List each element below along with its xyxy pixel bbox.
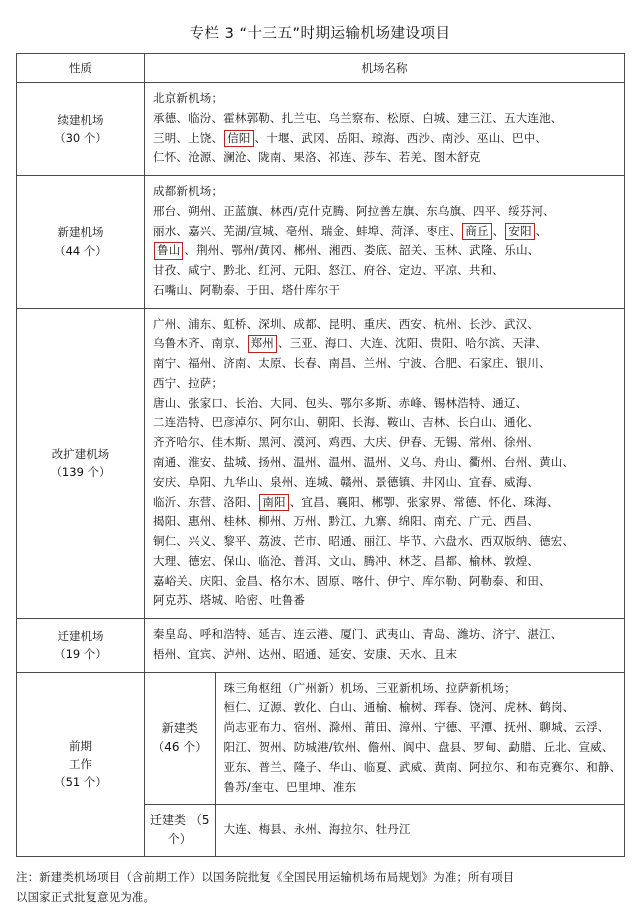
text-line [153, 532, 616, 552]
category-label: 续建机场 [57, 112, 104, 127]
table-header-row [17, 54, 625, 83]
text-seg: 、 [492, 223, 505, 238]
text-seg: 嘉峪关、庆阳、金昌、格尔木、固原、喀什、伊宁、库尔勒、阿勒泰、和田、 [153, 573, 551, 588]
text-line [153, 591, 616, 611]
highlight-box: 安阳 [505, 223, 534, 240]
text-seg: 鲁苏/奎屯、巴里坤、准东 [223, 779, 357, 794]
text-line [224, 820, 617, 840]
text-seg: 亚东、普兰、隆子、华山、临夏、武威、黄南、阿拉尔、和布克赛尔、和静、 [223, 759, 622, 774]
text-seg: 唐山、张家口、长治、大同、包头、鄂尔多斯、赤峰、锡林浩特、通辽、 [153, 395, 528, 410]
category-count: （30 个） [54, 131, 107, 146]
highlight-box: 鲁山 [154, 242, 183, 259]
text-seg: 揭阳、惠州、桂林、柳州、万州、黔江、九寨、绵阳、南充、广元、西昌、 [153, 514, 540, 529]
category-count: （44 个） [54, 243, 107, 258]
table-row [17, 83, 625, 176]
text-line [153, 473, 616, 493]
row-content-preparatory [145, 672, 625, 856]
table-row [17, 672, 625, 856]
category-label: 改扩建机场 [51, 447, 110, 461]
text-line [224, 738, 617, 758]
footnote-line: 以国家正式批复意见为准。 [16, 890, 156, 905]
text-seg: 广州、浦东、虹桥、深圳、成都、昆明、重庆、西安、杭州、长沙、武汉、 [153, 316, 540, 331]
text-seg: 石嘴山、阿勒泰、于田、塔什库尔干 [153, 282, 341, 297]
text-seg: 、三亚、海口、大连、沈阳、贵阳、哈尔滨、天津、 [278, 336, 548, 351]
preparatory-subrow-relocation [145, 805, 624, 856]
text-seg: 北京新机场； [153, 91, 224, 105]
text-line [153, 129, 616, 149]
text-seg: 成都新机场； [153, 184, 224, 199]
text-seg: 、荆州、鄂州/黄冈、郴州、湘西、娄底、韶关、玉林、武隆、乐山、 [184, 243, 540, 258]
row-content-expansion [145, 308, 625, 618]
category-label: 迁建机场 [57, 629, 104, 644]
text-line [153, 182, 616, 202]
text-line [153, 315, 616, 335]
category-label-line: 工作 [69, 756, 92, 771]
text-line [153, 552, 616, 572]
text-seg: 安庆、阜阳、九华山、泉州、连城、赣州、景德镇、井冈山、宜春、威海、 [153, 474, 540, 489]
text-line [153, 572, 616, 592]
preparatory-subrow-new [145, 673, 624, 805]
text-line [153, 453, 616, 473]
text-seg: 西宁、拉萨； [153, 375, 224, 390]
category-count: （19 个） [54, 647, 107, 662]
text-line [224, 778, 617, 798]
text-line [153, 241, 616, 261]
highlight-box: 信阳 [224, 130, 253, 147]
text-seg: 甘孜、咸宁、黔北、红河、元阳、怒江、府谷、定边、平凉、共和、 [153, 263, 504, 278]
text-line [153, 354, 616, 374]
text-seg: 、十堰、武冈、岳阳、琼海、西沙、南沙、巫山、巴中、 [254, 130, 548, 145]
text-seg: 三明、上饶、 [153, 130, 224, 145]
text-seg: 、 [535, 223, 548, 238]
row-category-new [17, 176, 145, 309]
subcategory-relocation-content [215, 805, 624, 856]
text-seg: 乌鲁木齐、南京、 [153, 336, 247, 351]
text-seg: 梧州、宜宾、泸州、达州、昭通、延安、安康、天水、且末 [153, 646, 458, 661]
text-seg: 临沂、东营、洛阳、 [153, 494, 259, 509]
subcategory-count: （5 个） [167, 813, 210, 847]
text-seg: 桓仁、辽源、敦化、白山、通榆、榆树、珲春、饶河、虎林、鹤岗、 [223, 700, 575, 715]
text-seg: 秦皇岛、呼和浩特、延吉、连云港、厦门、武夷山、青岛、潍坊、济宁、湛江、 [153, 627, 563, 642]
subcategory-label: 新建类 [161, 721, 198, 736]
row-content-new [145, 176, 625, 309]
footnote-line: 注：新建类机场项目（含前期工作）以国务院批复《全国民用运输机场布局规划》为准；所有项目 [16, 869, 515, 884]
text-line [223, 758, 622, 778]
text-line [153, 413, 616, 433]
row-content-relocation [145, 619, 625, 673]
text-line [153, 645, 616, 665]
subcategory-count: （46 个） [152, 740, 208, 755]
text-line [153, 148, 616, 168]
footnote [16, 867, 624, 908]
text-line [153, 222, 616, 242]
highlight-box: 商丘 [462, 223, 491, 240]
text-seg: 承德、临汾、霍林郭勒、扎兰屯、乌兰察布、松原、白城、建三江、五大连池、 [153, 110, 563, 125]
text-seg: 阿克苏、塔城、哈密、吐鲁番 [153, 593, 306, 608]
text-seg: 仁怀、沧源、澜沧、陇南、果洛、祁连、莎车、若羌、图木舒克 [153, 150, 481, 165]
table-row [17, 308, 625, 618]
text-line [153, 512, 616, 532]
subcategory-label: 迁建类 [150, 813, 187, 828]
preparatory-subtable-body [145, 673, 624, 856]
preparatory-subtable [145, 673, 624, 856]
text-line [153, 261, 616, 281]
row-category-expansion [17, 308, 145, 618]
table-row [17, 176, 625, 309]
text-seg: 南通、淮安、盐城、扬州、温州、温州、温州、义乌、舟山、衢州、台州、黄山、 [153, 455, 575, 470]
table-row [17, 619, 625, 673]
text-seg: 尚志亚布力、宿州、滁州、莆田、漳州、宁德、平潭、抚州、聊城、云浮、 [223, 720, 610, 735]
category-count: （51 个） [54, 775, 107, 790]
table-body [17, 54, 625, 857]
text-seg: 丽水、嘉兴、芜湖/宣城、亳州、瑞金、蚌埠、菏泽、枣庄、 [153, 223, 462, 238]
text-line [153, 433, 616, 453]
highlight-box: 南阳 [259, 494, 288, 511]
row-category-relocation [17, 619, 145, 673]
text-seg: 南宁、福州、济南、太原、长春、南昌、兰州、宁波、合肥、石家庄、银川、 [153, 356, 551, 371]
text-line [224, 718, 617, 738]
category-label: 新建机场 [57, 225, 104, 240]
text-seg: 邢台、朔州、正蓝旗、林西/克什克腾、阿拉善左旗、东乌旗、四平、绥芬河、 [153, 203, 555, 218]
text-seg: 大连、梅县、永州、海拉尔、牡丹江 [223, 822, 411, 837]
text-seg: 大理、德宏、保山、临沧、普洱、文山、腾冲、林芝、昌都、榆林、敦煌、 [153, 553, 540, 568]
text-line [224, 698, 617, 718]
row-category-continuing [17, 83, 145, 176]
row-content-continuing [145, 83, 625, 176]
header-airport-names: 机场名称 [145, 54, 625, 83]
text-line [153, 281, 616, 301]
text-line [153, 394, 616, 414]
text-line [153, 374, 616, 394]
row-category-preparatory [17, 672, 145, 856]
text-line [153, 493, 616, 513]
text-line [153, 109, 616, 129]
subcategory-new [145, 673, 215, 805]
text-seg: 珠三角枢纽（广州新）机场、三亚新机场、拉萨新机场； [223, 680, 516, 695]
highlight-box: 郑州 [248, 335, 277, 352]
text-line [153, 334, 616, 354]
text-seg: 齐齐哈尔、佳木斯、黑河、漠河、鸡西、大庆、伊春、无锡、常州、徐州、 [153, 435, 540, 450]
category-label-line: 前期 [69, 738, 92, 753]
text-line [153, 625, 616, 645]
text-seg: 铜仁、兴义、黎平、荔波、芒市、昭通、丽江、毕节、六盘水、西双版纳、德宏、 [153, 534, 575, 549]
airport-projects-table [16, 53, 625, 857]
page-title: 专栏 3 “十三五”时期运输机场建设项目 [189, 26, 451, 42]
category-count: （139 个） [50, 465, 111, 480]
subcategory-relocation [145, 805, 215, 856]
text-line [153, 202, 616, 222]
header-nature: 性质 [17, 54, 145, 83]
text-seg: 、宜昌、襄阳、郴卾、张家界、常德、怀化、珠海、 [289, 494, 559, 509]
text-seg: 阳江、贺州、防城港/钦州、儋州、阆中、盘县、罗甸、勐腊、丘北、宣威、 [223, 739, 614, 754]
text-seg: 二连浩特、巴彦淖尔、阿尔山、朝阳、长海、鞍山、吉林、长白山、通化、 [153, 415, 540, 430]
subcategory-new-content [215, 673, 624, 805]
text-line [153, 89, 616, 109]
text-line [224, 679, 617, 699]
